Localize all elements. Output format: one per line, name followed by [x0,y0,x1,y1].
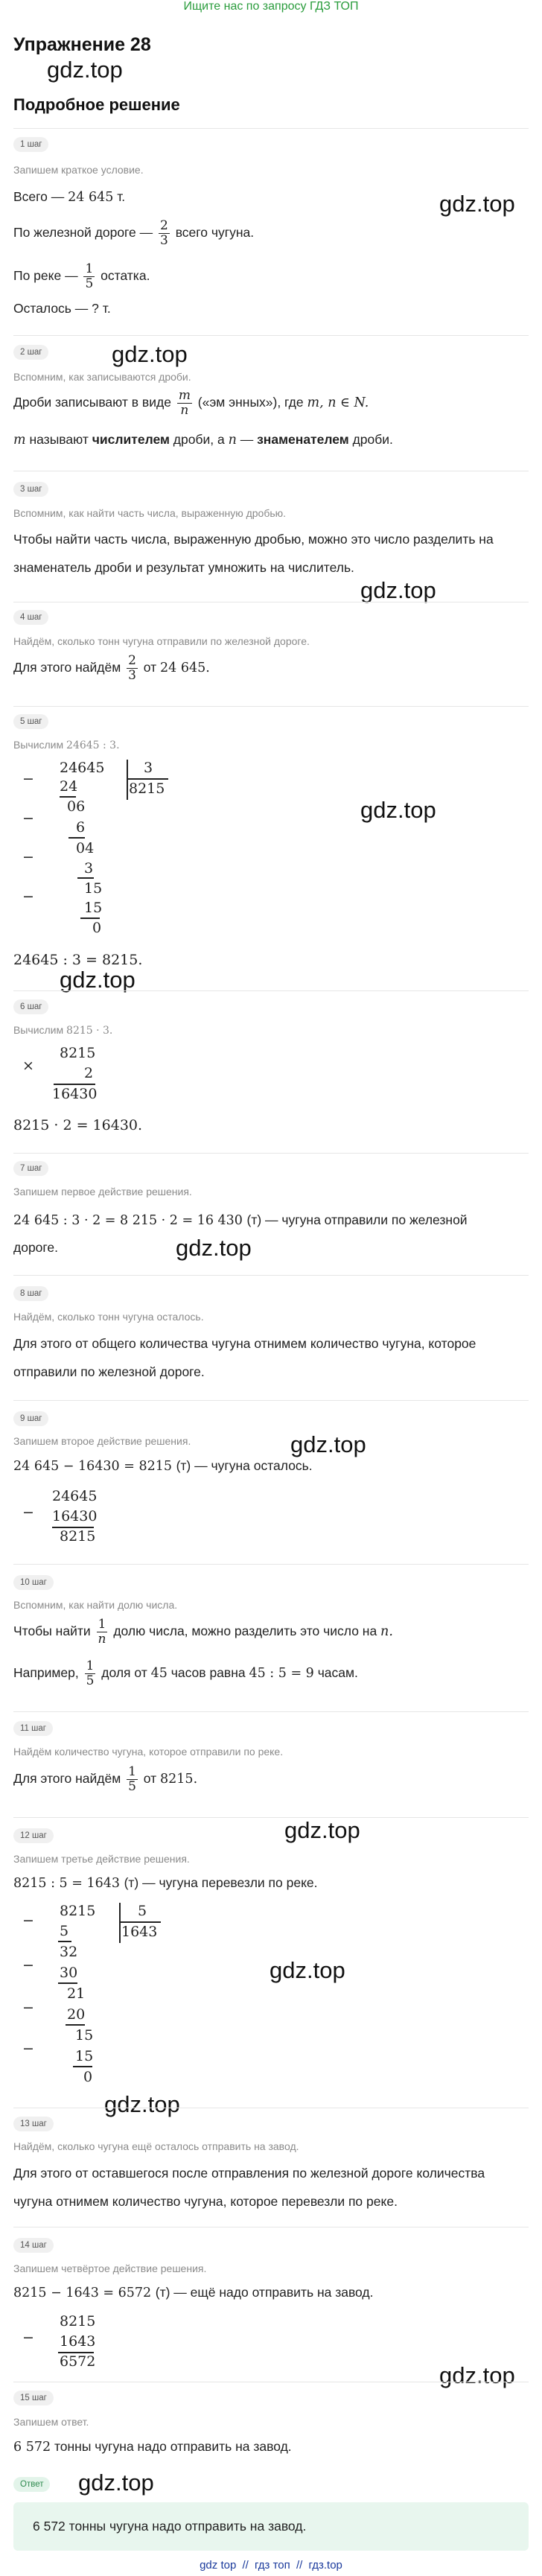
partial: 3 [84,860,94,877]
underline [77,877,94,879]
underline [73,2066,92,2067]
page-title: Упражнение 28 [13,34,151,55]
product: 16430 [52,1086,98,1102]
step-label: 6 шаг [13,999,48,1014]
underline [60,796,76,798]
difference: 6572 [60,2353,96,2370]
condition-river: По реке — $\frac{1}{5}$ остатка. [13,261,150,291]
explanation: чугуна отнимем количество чугуна, которое перевезли по реке. [13,2194,398,2209]
step-caption: Вспомним, как записываются дроби. [13,371,191,383]
step-label: 15 шаг [13,2391,54,2405]
dividend: 24645 [60,760,105,776]
watermark: gdz.top [284,1817,360,1843]
footer-links [0,2559,542,2572]
step-label: 7 шаг [13,1161,48,1176]
minus-sign: − [22,888,34,905]
step-divider [13,706,529,707]
share-example: Например, $\frac{1}{5}$ доля от 45 часов равна 45 : 5 = 9 часам. [13,1659,358,1688]
solution-heading: Подробное решение [13,95,180,114]
action-1: 24 645 : 3 · 2 = 8 215 · 2 = 16 430 (т) — чугуна отправили по железной [13,1212,468,1228]
minus-sign: − [22,2000,34,2016]
underline [68,837,85,839]
step-divider [13,1400,529,1401]
underline [58,1941,71,1942]
partial: 15 [75,2027,94,2044]
division-bar [127,778,168,780]
partial: 06 [67,798,86,815]
minus-sign: − [22,810,34,827]
division-bracket [127,760,128,800]
underline [54,1084,95,1085]
minuend: 24645 [52,1488,98,1504]
step-caption: Вычислим 8215 · 3. [13,1024,113,1037]
step-label: 9 шаг [13,1411,48,1426]
step-label: 3 шаг [13,482,48,497]
footer-link[interactable]: гдз.top [308,2559,342,2572]
divisor: 3 [144,760,153,776]
underline [66,2024,85,2026]
minus-sign: − [22,1957,34,1974]
step-caption: Запишем первое действие решения. [13,1186,192,1198]
condition-remaining: Осталось — ? т. [13,301,111,316]
watermark: gdz.top [290,1431,366,1457]
watermark: gdz.top [60,967,136,993]
answer-box [13,2502,529,2551]
division-bar [119,1921,161,1923]
step-divider [13,1711,529,1712]
share-rule: Чтобы найти $\frac{1}{n}$ долю числа, можно разделить это число на n. [13,1617,393,1647]
action-3: 8215 : 5 = 1643 (т) — чугуна перевезли по реке. [13,1875,318,1891]
step-label: 2 шаг [13,345,48,360]
dividend: 8215 [60,1903,96,1919]
step-divider [13,990,529,991]
partial: 32 [60,1944,78,1960]
step-divider [13,1817,529,1818]
division-bracket [119,1903,121,1943]
step-caption: Вычислим 24645 : 3. [13,739,120,751]
multiplication-result: 8215 · 2 = 16430. [13,1117,143,1133]
action-1-cont: дороге. [13,1240,59,1255]
explanation: Для этого от общего количества чугуна отнимем количество чугуна, которое [13,1336,476,1351]
subtrahend: 1643 [60,2333,96,2350]
action-2: 24 645 − 16430 = 8215 (т) — чугуна осталось. [13,1458,313,1474]
explanation: Для этого от оставшегося после отправления по железной дороге количества [13,2166,485,2181]
answer-label: Ответ [13,2477,50,2492]
divisor: 5 [138,1903,147,1919]
watermark: gdz.top [360,797,436,823]
remainder: 0 [83,2069,93,2085]
step-caption: Вспомним, как найти часть числа, выраженную дробью. [13,507,287,519]
step-caption: Найдём, сколько тонн чугуна осталось. [13,1311,204,1323]
step-caption: Вспомним, как найти долю числа. [13,1599,178,1611]
partial: 6 [76,819,86,836]
condition-railway: По железной дороге — $\frac{2}{3}$ всего чугуна. [13,218,255,248]
subtrahend: 16430 [52,1508,98,1524]
find-river-share: Для этого найдём $\frac{1}{5}$ от 8215. [13,1764,198,1794]
minus-sign: − [22,771,34,787]
step-caption: Запишем краткое условие. [13,164,144,176]
answer-text: 6 572 тонны чугуна надо отправить на завод. [33,2519,307,2534]
rule-text: Чтобы найти часть числа, выраженную дробью, можно это число разделить на [13,532,494,547]
difference: 8215 [60,1528,96,1545]
quotient: 8215 [129,780,165,797]
step-label: 4 шаг [13,610,48,625]
watermark: gdz.top [176,1235,252,1261]
find-railway-share: Для этого найдём $\frac{2}{3}$ от 24 645. [13,653,210,683]
step-label: 10 шаг [13,1575,54,1590]
watermark: gdz.top [47,57,123,83]
partial: 20 [67,2006,86,2023]
partial: 30 [60,1965,78,1981]
partial: 15 [84,880,103,897]
footer-link[interactable]: gdz top [200,2559,237,2572]
watermark: gdz.top [360,577,436,603]
watermark: gdz.top [112,341,188,367]
footer-separator: // [242,2559,249,2572]
partial: 21 [67,1985,86,2002]
partial: 04 [76,840,95,856]
rule-text: знаменатель дроби и результат умножить на числитель. [13,560,354,575]
step-caption: Запишем третье действие решения. [13,1853,190,1865]
minus-sign: − [22,1912,34,1929]
underline [80,917,100,919]
times-sign: × [22,1058,34,1074]
condition-total: Всего — 24 645 т. [13,189,126,205]
remainder: 0 [92,920,102,936]
step-label: 12 шаг [13,1828,54,1843]
step-divider [13,128,529,129]
minus-sign: − [22,2329,34,2346]
minuend: 8215 [60,2313,96,2329]
numerator-definition: m называют числителем дроби, а n — знаменателем дроби. [13,432,393,448]
step-divider [13,1564,529,1565]
step-label: 14 шаг [13,2238,54,2253]
step-caption: Запишем четвёртое действие решения. [13,2262,207,2274]
final-statement: 6 572 тонны чугуна надо отправить на завод. [13,2439,292,2455]
step-label: 1 шаг [13,137,48,152]
partial: 15 [75,2048,94,2064]
step-divider [13,335,529,336]
watermark: gdz.top [78,2470,154,2496]
step-caption: Найдём, сколько тонн чугуна отправили по железной дороге. [13,635,310,647]
explanation: отправили по железной дороге. [13,1364,205,1379]
step-label: 13 шаг [13,2117,54,2131]
action-4: 8215 − 1643 = 6572 (т) — ещё надо отправить на завод. [13,2285,374,2300]
step-label: 5 шаг [13,714,48,729]
factor: 8215 [60,1045,96,1061]
step-label: 8 шаг [13,1286,48,1301]
watermark: gdz.top [270,1957,345,1983]
step-caption: Найдём количество чугуна, которое отправили по реке. [13,1746,284,1758]
partial: 24 [60,778,78,795]
underline [58,1982,77,1984]
partial: 5 [60,1923,69,1939]
step-caption: Запишем ответ. [13,2416,89,2428]
minus-sign: − [22,1504,34,1521]
fraction-definition: Дроби записывают в виде $\frac{m}{n}$ («эм энных»), где m, n ∈ N. [13,388,369,418]
minus-sign: − [22,2041,34,2057]
factor: 2 [84,1065,94,1081]
quotient: 1643 [121,1924,158,1940]
division-result: 24645 : 3 = 8215. [13,952,143,968]
partial: 15 [84,900,103,916]
minus-sign: − [22,849,34,865]
watermark: gdz.top [439,191,515,217]
step-divider [13,1275,529,1276]
step-caption: Запишем второе действие решения. [13,1435,191,1447]
footer-separator: // [296,2559,303,2572]
step-divider [13,1153,529,1154]
watermark: gdz.top [439,2362,515,2388]
footer-link[interactable]: гдз топ [255,2559,290,2572]
top-banner[interactable]: Ищите нас по запросу ГДЗ ТОП [0,0,542,15]
watermark: gdz.top [104,2091,180,2117]
step-caption: Найдём, сколько чугуна ещё осталось отправить на завод. [13,2140,299,2152]
step-label: 11 шаг [13,1721,53,1736]
